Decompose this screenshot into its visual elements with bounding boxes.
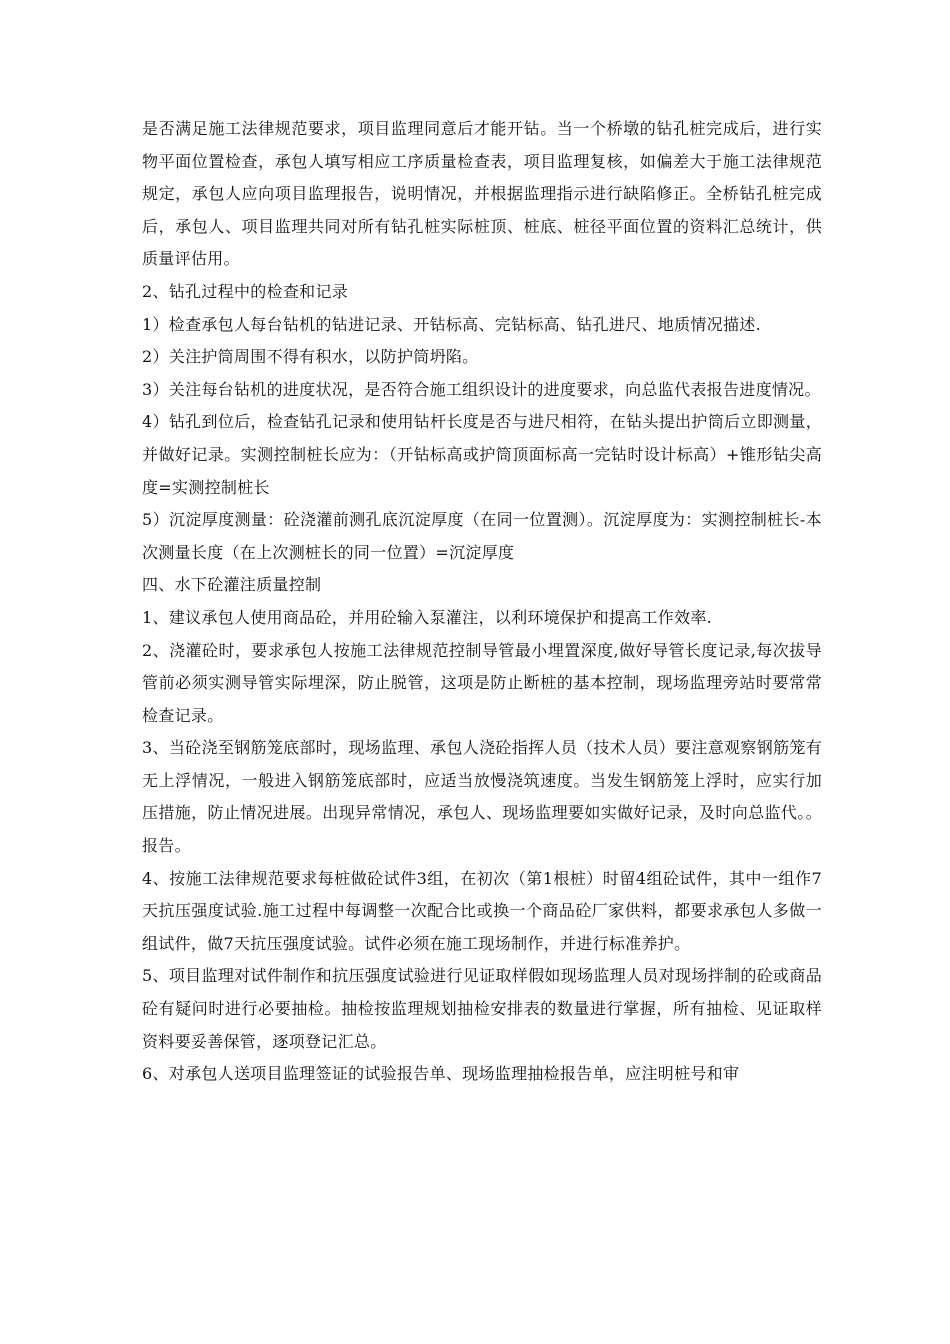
list-item-commercial-concrete: 1、建议承包人使用商品砼，并用砼输入泵灌注，以利环境保护和提高工作效率.: [142, 607, 713, 627]
list-item-casing-water: 2）关注护筒周围不得有积水，以防护筒坍陷。: [142, 347, 479, 367]
list-item-test-reports: 6、对承包人送项目监理签证的试验报告单、现场监理抽检报告单，应注明桩号和审: [142, 1064, 740, 1084]
list-item-conduit-depth: 2、浇灌砼时，要求承包人按施工法律规范控制导管最小埋置深度,做好导管长度记录,每次拔导管前必须实测导管实际埋深，防止脱管，这项是防止断桩的基本控制，现场监理旁站时要常常检查记录。: [142, 640, 822, 725]
paragraph-pile-position-check: 是否满足施工法律规范要求，项目监理同意后才能开钻。当一个桥墩的钻孔桩完成后，进行实物平面位置检查，承包人填写相应工序质量检查表，项目监理复核，如偏差大于施工法律规范规定，承包人应向项目监理报告，说明情况，并根据监理指示进行缺陷修正。全桥钻孔桩完成后，承包人、项目监理共同对所有钻孔桩实际桩顶、桩底、桩径平面位置的资料汇总统计，供质量评估用。: [142, 119, 822, 269]
list-item-sediment-thickness: 5）沉淀厚度测量：砼浇灌前测孔底沉淀厚度（在同一位置测）。沉淀厚度为：实测控制桩长-本次测量长度（在上次测桩长的同一位置）=沉淀厚度: [142, 510, 822, 562]
list-item-drill-progress: 3）关注每台钻机的进度状况，是否符合施工组织设计的进度要求，向总监代表报告进度情况。: [142, 379, 821, 399]
list-item-cage-float: 3、当砼浇至钢筋笼底部时，现场监理、承包人浇砼指挥人员（技术人员）要注意观察钢筋笼有无上浮情况，一般进入钢筋笼底部时，应适当放慢浇筑速度。当发生钢筋笼上浮时，应实行加压措施，防止情况进展。出现异常情况，承包人、现场监理要如实做好记录，及时向总监代。。报告。: [142, 738, 822, 856]
heading-drilling-inspection: 2、钻孔过程中的检查和记录: [142, 281, 349, 301]
list-item-test-specimens: 4、按施工法律规范要求每桩做砼试件3组，在初次（第1根桩）时留4组砼试件，其中一组作7天抗压强度试验.施工过程中每调整一次配合比或换一个商品砼厂家供料，都要求承包人多做一组试件，做7天抗压强度试验。试件必须在施工现场制作，并进行标准养护。: [142, 868, 822, 953]
list-item-witness-sampling: 5、项目监理对试件制作和抗压强度试验进行见证取样假如现场监理人员对现场拌制的砼或商品砼有疑问时进行必要抽检。抽检按监理规划抽检安排表的数量进行掌握，所有抽检、见证取样资料要妥善保管，逐项登记汇总。: [142, 966, 822, 1051]
heading-underwater-concrete: 四、水下砼灌注质量控制: [142, 575, 322, 595]
list-item-pile-length-measure: 4）钻孔到位后，检查钻孔记录和使用钻杆长度是否与进尺相符，在钻头提出护筒后立即测量，并做好记录。实测控制桩长应为：（开钻标高或护筒顶面标高一完钻时设计标高）+锥形钻尖高度=实测控制桩长: [142, 412, 822, 497]
document-body: [142, 113, 822, 1091]
list-item-drilling-records: 1）检查承包人每台钻机的钻进记录、开钻标高、完钻标高、钻孔进尺、地质情况描述.: [142, 314, 761, 334]
